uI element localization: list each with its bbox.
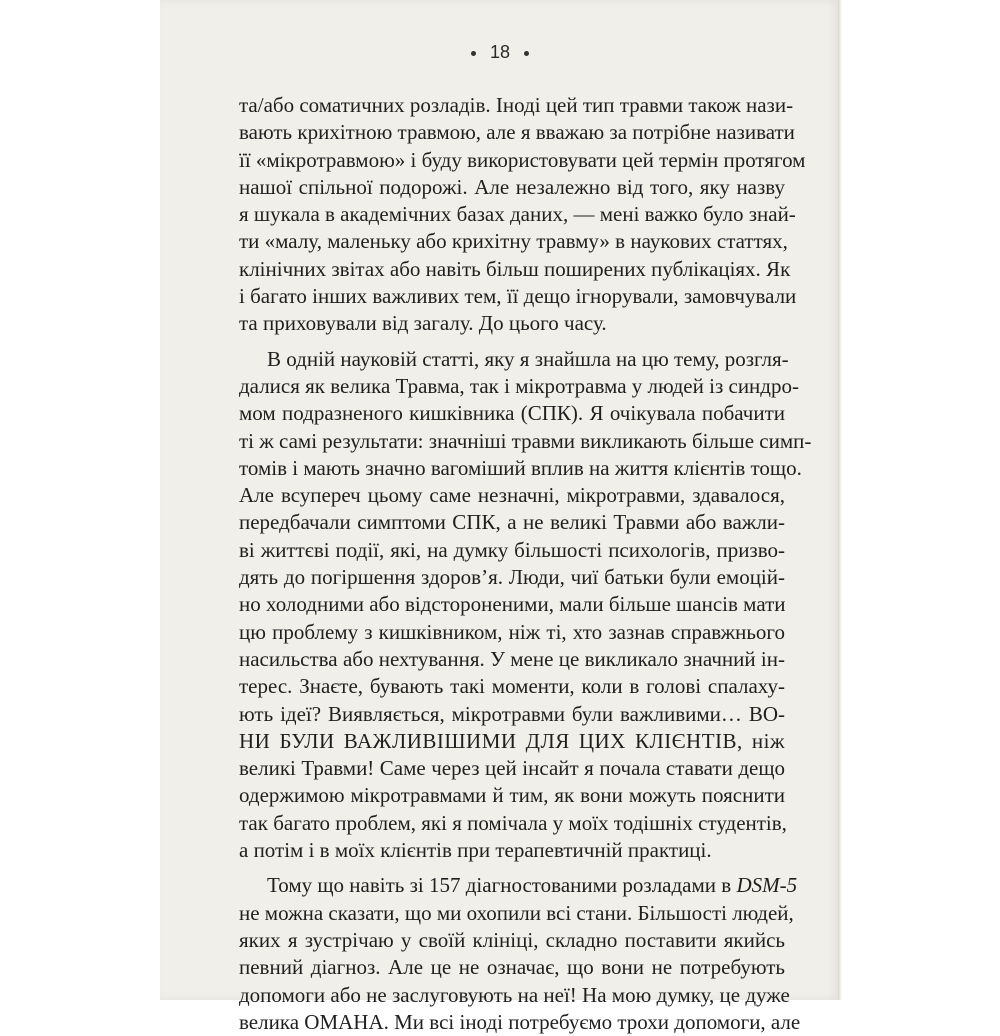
bullet-right-icon bbox=[524, 51, 529, 56]
text-line: я шукала в академічних базах даних, — мені важко було знай- bbox=[239, 202, 796, 227]
text-line: цю проблему з кишківником, ніж ті, хто зазнав справжнього bbox=[239, 619, 785, 644]
text-line: певний діагноз. Але це не означає, що вони не потребують bbox=[239, 955, 785, 980]
text-line: одержимою мікротравмами й тим, як вони можуть пояснити bbox=[239, 783, 785, 808]
text-line: мом подразненого кишківника (СПК). Я очікувала побачити bbox=[239, 401, 785, 426]
text-line: далися як велика Травма, так і мікротравма у людей із синдро- bbox=[239, 373, 799, 398]
text-line: так багато проблем, які я помічала у моїх тодішніх студентів, bbox=[239, 810, 787, 835]
book-page bbox=[160, 0, 840, 1034]
text-line: а потім і в моїх клієнтів при терапевтичній практиці. bbox=[239, 838, 712, 863]
text-line: ві життєві події, які, на думку більшості психологів, призво- bbox=[239, 537, 785, 562]
text-line: великі Травми! Саме через цей інсайт я почала ставати дещо bbox=[239, 756, 785, 781]
bullet-left-icon bbox=[471, 51, 476, 56]
text-line: Але всупереч цьому саме незначні, мікротравми, здавалося, bbox=[239, 483, 785, 508]
text-line: ють ідеї? Виявляється, мікротравми були важливими… ВО- bbox=[239, 701, 785, 726]
text-line: дять до погіршення здоров’я. Люди, чиї батьки були емоцій- bbox=[239, 565, 785, 590]
text-line: передбачали симптоми СПК, а не великі Травми або важли- bbox=[239, 510, 785, 535]
text-line: терес. Знаєте, бувають такі моменти, коли в голові спалаху- bbox=[239, 674, 785, 699]
paragraph-3 bbox=[239, 872, 801, 1036]
text-line: велика ОМАНА. Ми всі іноді потребуємо трохи допомоги, але bbox=[239, 1009, 801, 1034]
text-line: допомоги або не заслуговують на неї! На мою думку, це дуже bbox=[239, 982, 790, 1007]
text-line: клінічних звітах або навіть більш поширених публікаціях. Як bbox=[239, 256, 791, 281]
text-line: но холодними або відстороненими, мали більше шансів мати bbox=[239, 592, 786, 617]
text-line: вають крихітною травмою, але я вважаю за потрібне називати bbox=[239, 120, 795, 145]
text-line: насильства або нехтування. У мене це викликало значний ін- bbox=[239, 646, 785, 671]
text-line: НИ БУЛИ ВАЖЛИВІШИМИ ДЛЯ ЦИХ КЛІЄНТІВ, ніж bbox=[239, 728, 785, 753]
text-line: нашої спільної подорожі. Але незалежно від того, яку назву bbox=[239, 174, 785, 199]
paragraph-2 bbox=[239, 346, 812, 865]
text-line: ті ж самі результати: значніші травми викликають більше симп- bbox=[239, 428, 812, 453]
paragraph-1 bbox=[239, 92, 806, 338]
page-number: 18 bbox=[489, 42, 511, 62]
text-line: ти «малу, маленьку або крихітну травму» в наукових статтях, bbox=[239, 229, 788, 254]
text-line: і багато інших важливих тем, її дещо ігнорували, замовчували bbox=[239, 284, 797, 309]
text-run: Тому що навіть зі 157 діагностованими розладами в bbox=[267, 873, 737, 898]
text-line: яких я зустрічаю у своїй клініці, складно поставити якийсь bbox=[239, 927, 785, 952]
text-line: не можна сказати, що ми охопили всі стани. Більшості людей, bbox=[239, 900, 794, 925]
page-edge bbox=[838, 0, 842, 1000]
text-line: її «мікротравмою» і буду використовувати цей термін протягом bbox=[239, 147, 806, 172]
page-header bbox=[160, 42, 840, 63]
text-line: та/або соматичних розладів. Іноді цей тип травми також нази- bbox=[239, 93, 794, 117]
text-line: томів і мають значно вагоміший вплив на життя клієнтів тощо. bbox=[239, 455, 802, 480]
dsm-reference: DSM-5 bbox=[736, 873, 798, 898]
text-line: В одній науковій статті, яку я знайшла на цю тему, розгля- bbox=[267, 346, 789, 371]
text-line bbox=[239, 872, 798, 899]
text-line: та приховували від загалу. До цього часу. bbox=[239, 311, 607, 336]
page-body bbox=[239, 92, 812, 1036]
